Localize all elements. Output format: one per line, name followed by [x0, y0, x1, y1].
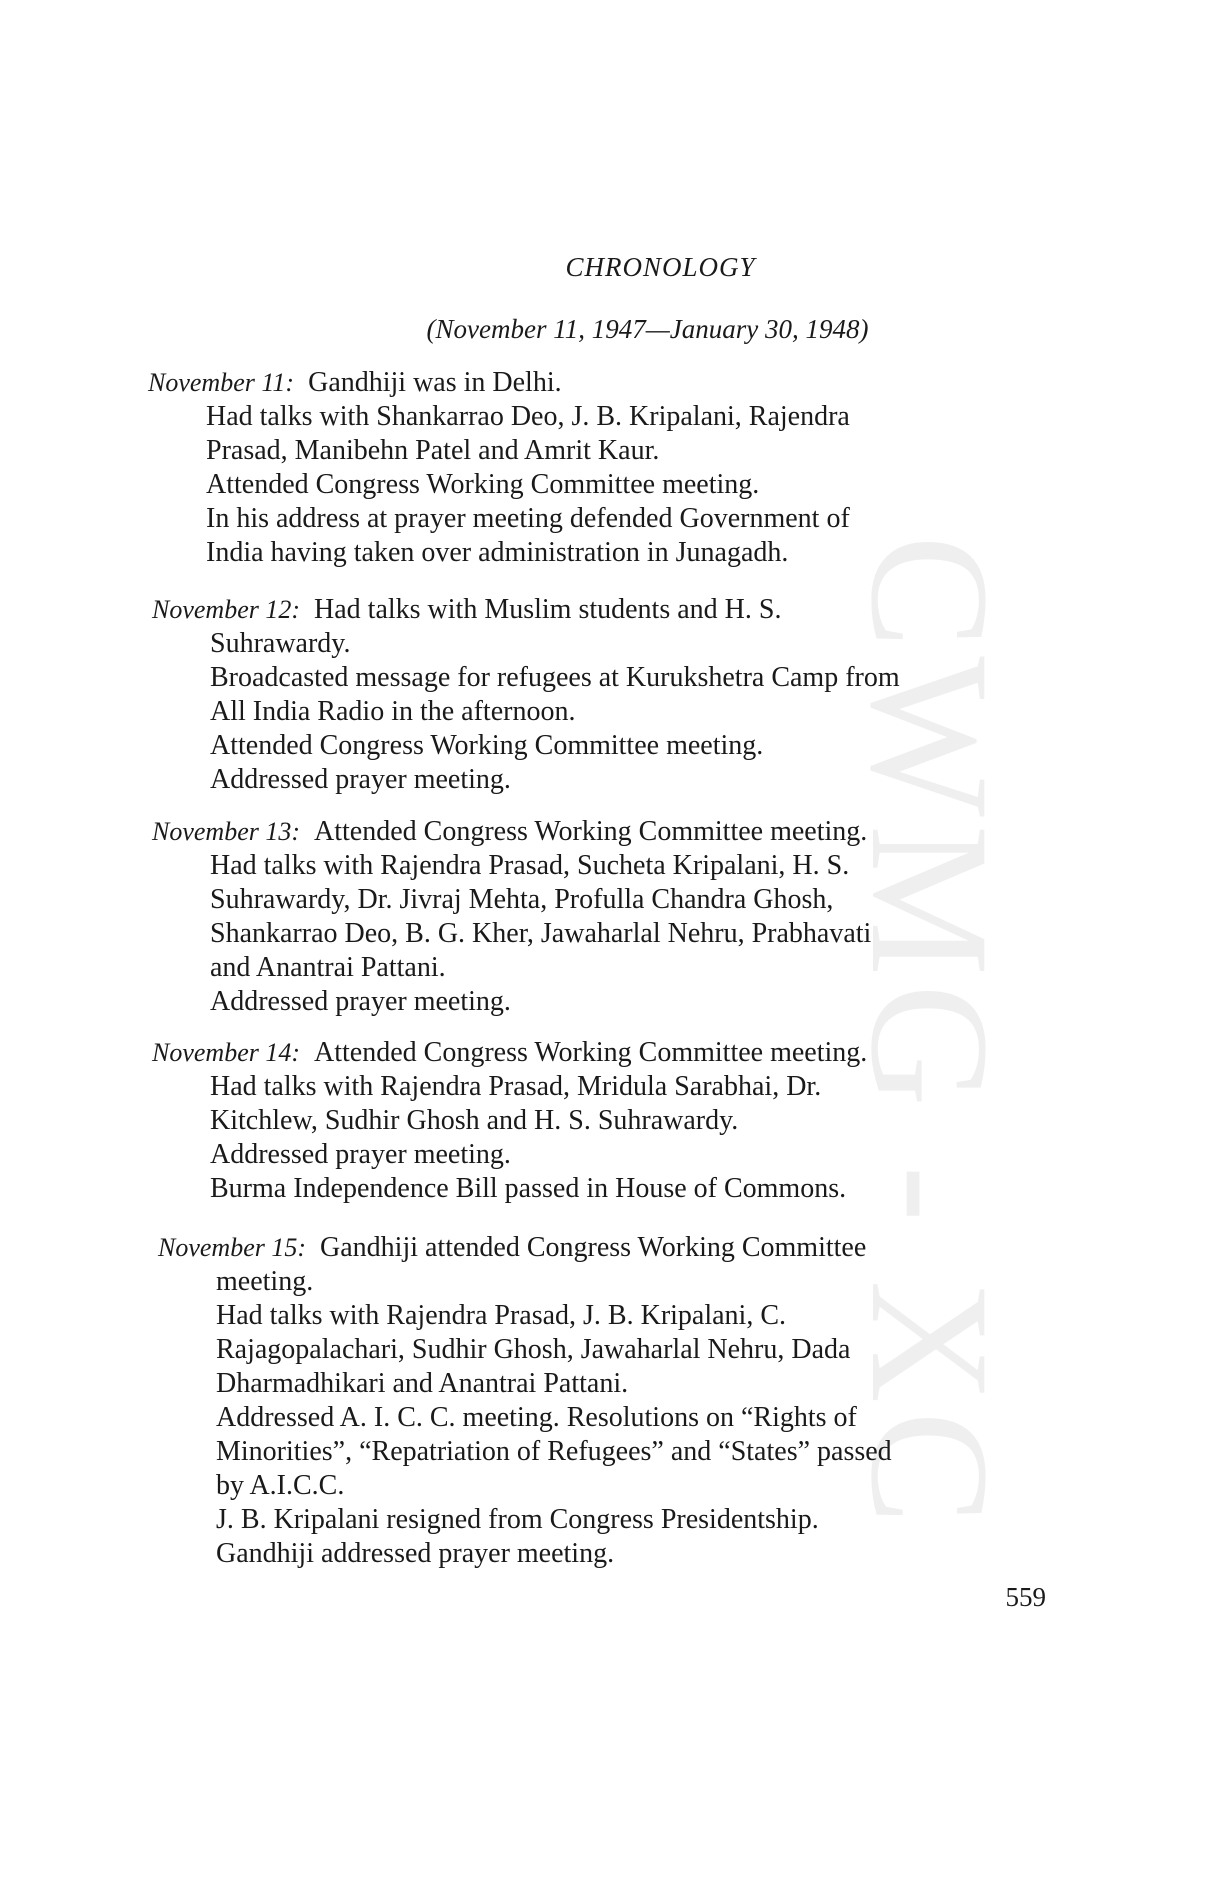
- entry-november-11: [148, 366, 1037, 570]
- entry-line: Suhrawardy, Dr. Jivraj Mehta, Profulla Chandra Ghosh,: [210, 884, 834, 915]
- entry-date: November 15:: [158, 1233, 307, 1262]
- entry-line: Addressed prayer meeting.: [210, 1139, 511, 1170]
- entry-line: J. B. Kripalani resigned from Congress Presidentship.: [216, 1504, 819, 1535]
- watermark: CWMG - XC: [836, 535, 1024, 1533]
- entry-line: Prasad, Manibehn Patel and Amrit Kaur.: [206, 435, 660, 466]
- entry-line: Suhrawardy.: [210, 628, 351, 659]
- entry-date: November 11:: [148, 368, 295, 397]
- entry-text: Had talks with Muslim students and H. S.: [314, 594, 782, 625]
- entry-line: Had talks with Shankarrao Deo, J. B. Kripalani, Rajendra: [206, 401, 850, 432]
- entry-line: Broadcasted message for refugees at Kurukshetra Camp from: [210, 662, 900, 693]
- entry-line: Had talks with Rajendra Prasad, J. B. Kripalani, C.: [216, 1300, 787, 1331]
- entry-line: Attended Congress Working Committee meeting.: [210, 730, 764, 761]
- entry-line: Had talks with Rajendra Prasad, Sucheta Kripalani, H. S.: [210, 850, 850, 881]
- entry-first-line: [152, 1036, 1041, 1070]
- entry-first-line: [148, 366, 1037, 400]
- entry-text: Gandhiji attended Congress Working Committee: [320, 1232, 867, 1263]
- entry-line: Addressed prayer meeting.: [210, 764, 511, 795]
- entry-line: by A.I.C.C.: [216, 1470, 345, 1501]
- entry-line: Kitchlew, Sudhir Ghosh and H. S. Suhrawardy.: [210, 1105, 739, 1136]
- entry-line: Addressed prayer meeting.: [210, 986, 511, 1017]
- entry-first-line: [152, 815, 1041, 849]
- entry-line: Attended Congress Working Committee meeting.: [206, 469, 760, 500]
- entry-line: Dharmadhikari and Anantrai Pattani.: [216, 1368, 629, 1399]
- entry-line: and Anantrai Pattani.: [210, 952, 446, 983]
- entry-line: In his address at prayer meeting defended Government of: [206, 503, 850, 534]
- entry-line: Addressed A. I. C. C. meeting. Resolutions on “Rights of: [216, 1402, 857, 1433]
- entry-date: November 14:: [152, 1038, 301, 1067]
- entry-text: Gandhiji was in Delhi.: [308, 367, 562, 398]
- entry-november-15: [158, 1231, 1045, 1571]
- entry-date: November 12:: [152, 595, 301, 624]
- entry-text: Attended Congress Working Committee meeting.: [314, 1037, 868, 1068]
- entry-line: All India Radio in the afternoon.: [210, 696, 576, 727]
- date-range-subtitle: [0, 314, 1229, 345]
- page-title: [0, 252, 1229, 283]
- entry-line: Shankarrao Deo, B. G. Kher, Jawaharlal Nehru, Prabhavati: [210, 918, 872, 949]
- entry-november-12: [152, 593, 1039, 797]
- entry-line: Burma Independence Bill passed in House of Commons.: [210, 1173, 847, 1204]
- entry-november-13: [152, 815, 1041, 1019]
- entry-line: Gandhiji addressed prayer meeting.: [216, 1538, 615, 1569]
- page-title-text: CHRONOLOGY: [565, 252, 756, 282]
- entry-line: meeting.: [216, 1266, 314, 1297]
- entry-line: Had talks with Rajendra Prasad, Mridula Sarabhai, Dr.: [210, 1071, 822, 1102]
- date-range-text: (November 11, 1947—January 30, 1948): [426, 314, 869, 344]
- entry-line: Minorities”, “Repatriation of Refugees” and “States” passed: [216, 1436, 892, 1467]
- page-number: 559: [1005, 1582, 1046, 1612]
- entry-text: Attended Congress Working Committee meeting.: [314, 816, 868, 847]
- entry-november-14: [152, 1036, 1041, 1206]
- entry-first-line: [152, 593, 1039, 627]
- entry-line: Rajagopalachari, Sudhir Ghosh, Jawaharlal Nehru, Dada: [216, 1334, 851, 1365]
- entry-first-line: [158, 1231, 1045, 1265]
- entry-date: November 13:: [152, 817, 301, 846]
- entry-line: India having taken over administration in Junagadh.: [206, 537, 789, 568]
